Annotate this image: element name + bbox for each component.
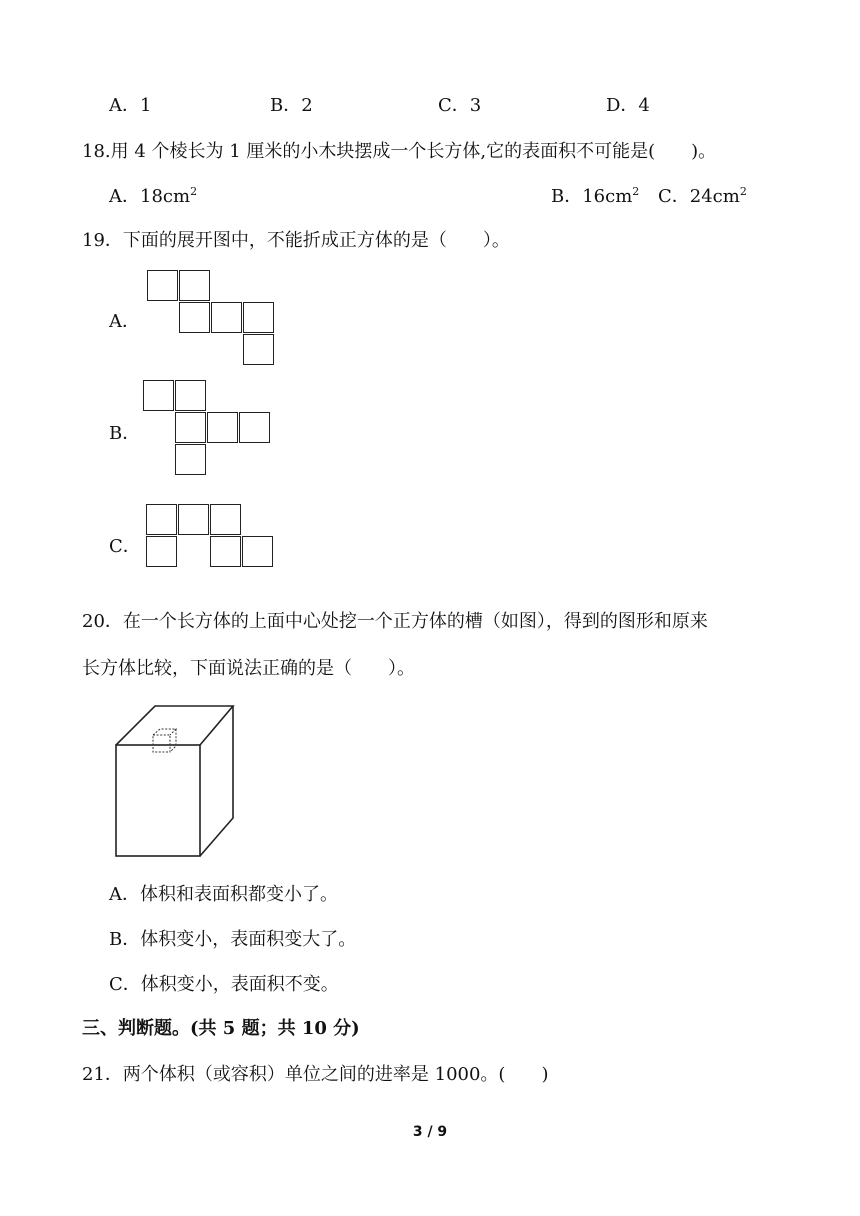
q20-stem-line2: 长方体比较，下面说法正确的是（ ）。: [82, 658, 415, 679]
q19-option-b-label: B．: [109, 423, 141, 444]
q19-option-a-label: A．: [109, 311, 140, 332]
cuboid-with-groove-figure: [110, 700, 240, 862]
q21-stem: 21．两个体积（或容积）单位之间的进率是 1000。( ): [82, 1064, 549, 1085]
section-title: 三、判断题。(共 5 题；共 10 分): [82, 1018, 360, 1039]
q19-option-c-label: C．: [109, 536, 141, 557]
q17-option-b: B．2: [270, 95, 313, 116]
q20-option-a: A．体积和表面积都变小了。: [109, 884, 338, 905]
q20-option-c: C．体积变小，表面积不变。: [109, 974, 339, 995]
q17-option-d: D．4: [606, 95, 650, 116]
page-number: 3 / 9: [412, 1124, 448, 1140]
q18-stem: 18.用 4 个棱长为 1 厘米的小木块摆成一个长方体,它的表面积不可能是( )。: [82, 141, 717, 162]
q20-stem-line1: 20．在一个长方体的上面中心处挖一个正方体的槽（如图），得到的图形和原来: [82, 611, 708, 632]
q18-option-b: B．$16cm^2$: [551, 185, 640, 207]
q20-option-b: B．体积变小，表面积变大了。: [109, 929, 357, 950]
q17-option-a: A．1: [109, 95, 152, 116]
q18-option-a: A．$18cm^2$: [109, 185, 198, 207]
q19-stem: 19．下面的展开图中，不能折成正方体的是（ ）。: [82, 230, 510, 251]
q18-option-c: C．$24cm^2$: [658, 185, 747, 207]
q17-option-c: C．3: [438, 95, 482, 116]
